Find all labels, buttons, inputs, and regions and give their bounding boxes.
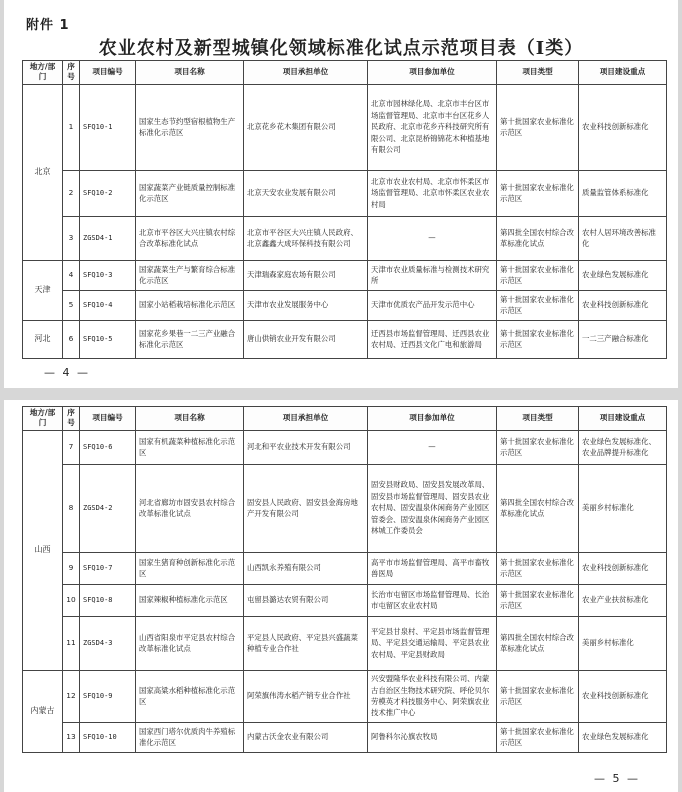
row-focus: 农村人居环境改善标准化 <box>579 216 667 260</box>
row-code: SFQ10-4 <box>80 290 136 320</box>
row-type: 第十批国家农业标准化示范区 <box>497 84 579 170</box>
row-name: 国家有机蔬菜种植标准化示范区 <box>136 430 244 464</box>
row-undertaker: 屯留县潞达农贸有限公司 <box>244 584 368 616</box>
table-row <box>23 216 667 260</box>
row-code: ZGSD4-2 <box>80 464 136 552</box>
row-focus: 美丽乡村标准化 <box>579 464 667 552</box>
table-row <box>23 616 667 670</box>
row-name: 国家生态节约型宿根植物生产标准化示范区 <box>136 84 244 170</box>
row-no: 4 <box>63 260 80 290</box>
project-table-page-5 <box>22 406 667 753</box>
row-participants: 北京市园林绿化局、北京市丰台区市场监督管理局、北京市丰台区花乡人民政府、北京市花乡卉科技研究所有限公司、北京昆桥锦锦花木种植基地有限公司 <box>368 84 497 170</box>
row-focus: 一二三产融合标准化 <box>579 320 667 358</box>
table-header-row <box>23 407 667 431</box>
row-focus: 农业科技创新标准化 <box>579 552 667 584</box>
row-no: 13 <box>63 722 80 752</box>
header-region: 地方/部门 <box>23 61 63 85</box>
row-participants: 北京市农业农村局、北京市怀柔区市场监督管理局、北京市怀柔区农业农村局 <box>368 170 497 216</box>
header-focus: 项目建设重点 <box>579 61 667 85</box>
table-row <box>23 320 667 358</box>
row-participants: 阿鲁科尔沁旗农牧局 <box>368 722 497 752</box>
table-row <box>23 84 667 170</box>
header-participants: 项目参加单位 <box>368 407 497 431</box>
row-name: 国家蔬菜生产与繁育综合标准化示范区 <box>136 260 244 290</box>
row-participants: 天津市优质农产品开发示范中心 <box>368 290 497 320</box>
row-name: 国家蔬菜产业链质量控制标准化示范区 <box>136 170 244 216</box>
row-participants: 固安县财政局、固安县发展改革局、固安县市场监督管理局、固安县农业农村局、固安温泉休闲商务产业园区管委会、固安温泉休闲商务产业园区林城工作委员会 <box>368 464 497 552</box>
row-no: 8 <box>63 464 80 552</box>
row-participants: 平定县甘泉村、平定县市场监督管理局、平定县交通运输局、平定县农业农村局、平定县财政局 <box>368 616 497 670</box>
table-row <box>23 430 667 464</box>
region-cell: 内蒙古 <box>23 670 63 752</box>
row-undertaker: 山西凯永养殖有限公司 <box>244 552 368 584</box>
row-no: 2 <box>63 170 80 216</box>
header-name: 项目名称 <box>136 407 244 431</box>
row-undertaker: 固安县人民政府、固安县金海房地产开发有限公司 <box>244 464 368 552</box>
row-type: 第四批全国农村综合改革标准化试点 <box>497 616 579 670</box>
header-participants: 项目参加单位 <box>368 61 497 85</box>
row-code: SFQ10-2 <box>80 170 136 216</box>
row-focus: 农业绿色发展标准化、农业品牌提升标准化 <box>579 430 667 464</box>
table-row <box>23 290 667 320</box>
row-participants: — <box>368 216 497 260</box>
row-code: SFQ10-1 <box>80 84 136 170</box>
row-participants: — <box>368 430 497 464</box>
row-code: ZGSD4-1 <box>80 216 136 260</box>
row-no: 3 <box>63 216 80 260</box>
row-undertaker: 唐山供销农业开发有限公司 <box>244 320 368 358</box>
row-no: 1 <box>63 84 80 170</box>
row-code: SFQ10-10 <box>80 722 136 752</box>
row-name: 国家西门塔尔优质肉牛养殖标准化示范区 <box>136 722 244 752</box>
row-type: 第四批全国农村综合改革标准化试点 <box>497 464 579 552</box>
row-participants: 天津市农业质量标准与检测技术研究所 <box>368 260 497 290</box>
page-number: — 5 — <box>594 772 640 785</box>
header-type: 项目类型 <box>497 61 579 85</box>
header-focus: 项目建设重点 <box>579 407 667 431</box>
row-no: 12 <box>63 670 80 722</box>
row-type: 第十批国家农业标准化示范区 <box>497 552 579 584</box>
row-code: SFQ10-9 <box>80 670 136 722</box>
row-undertaker: 北京市平谷区大兴庄镇人民政府、北京鑫鑫大成环保科技有限公司 <box>244 216 368 260</box>
table-row <box>23 722 667 752</box>
row-no: 6 <box>63 320 80 358</box>
header-code: 项目编号 <box>80 61 136 85</box>
row-focus: 农业产业扶贫标准化 <box>579 584 667 616</box>
table-row <box>23 170 667 216</box>
row-no: 11 <box>63 616 80 670</box>
table-row <box>23 464 667 552</box>
row-focus: 农业绿色发展标准化 <box>579 260 667 290</box>
row-no: 7 <box>63 430 80 464</box>
row-no: 9 <box>63 552 80 584</box>
row-focus: 农业绿色发展标准化 <box>579 722 667 752</box>
row-type: 第十批国家农业标准化示范区 <box>497 722 579 752</box>
region-cell: 天津 <box>23 260 63 320</box>
row-participants: 长治市屯留区市场监督管理局、长治市屯留区农业农村局 <box>368 584 497 616</box>
header-undertaker: 项目承担单位 <box>244 61 368 85</box>
row-code: SFQ10-8 <box>80 584 136 616</box>
row-type: 第十批国家农业标准化示范区 <box>497 670 579 722</box>
document-title: 农业农村及新型城镇化领域标准化试点示范项目表（Ⅰ类） <box>98 38 584 59</box>
row-type: 第十批国家农业标准化示范区 <box>497 170 579 216</box>
row-participants: 迁西县市场监督管理局、迁西县农业农村局、迁西县文化广电和旅游局 <box>368 320 497 358</box>
row-name: 国家辣椒种植标准化示范区 <box>136 584 244 616</box>
row-participants: 高平市市场监督管理局、高平市畜牧兽医局 <box>368 552 497 584</box>
region-cell: 山西 <box>23 430 63 670</box>
row-focus: 美丽乡村标准化 <box>579 616 667 670</box>
row-undertaker: 北京花乡花木集团有限公司 <box>244 84 368 170</box>
row-type: 第十批国家农业标准化示范区 <box>497 584 579 616</box>
row-code: ZGSD4-3 <box>80 616 136 670</box>
row-name: 北京市平谷区大兴庄镇农村综合改革标准化试点 <box>136 216 244 260</box>
row-code: SFQ10-6 <box>80 430 136 464</box>
row-undertaker: 平定县人民政府、平定县兴盛蔬菜种植专业合作社 <box>244 616 368 670</box>
row-participants: 兴安盟隆华农业科技有限公司、内蒙古自治区生物技术研究院、呼伦贝尔劳模英才科技服务中心、阿荣旗农业技术推广中心 <box>368 670 497 722</box>
header-no: 序号 <box>63 407 80 431</box>
header-name: 项目名称 <box>136 61 244 85</box>
table-row <box>23 552 667 584</box>
row-name: 国家高粱水稻种植标准化示范区 <box>136 670 244 722</box>
table-header-row <box>23 61 667 85</box>
region-cell: 北京 <box>23 84 63 260</box>
row-name: 国家生猪育种创新标准化示范区 <box>136 552 244 584</box>
header-undertaker: 项目承担单位 <box>244 407 368 431</box>
row-undertaker: 天津市农业发展服务中心 <box>244 290 368 320</box>
row-focus: 农业科技创新标准化 <box>579 84 667 170</box>
page-4 <box>4 0 678 388</box>
row-type: 第十批国家农业标准化示范区 <box>497 290 579 320</box>
row-code: SFQ10-5 <box>80 320 136 358</box>
header-no: 序号 <box>63 61 80 85</box>
row-focus: 质量监管体系标准化 <box>579 170 667 216</box>
row-name: 国家小站稻栽培标准化示范区 <box>136 290 244 320</box>
row-name: 国家花乡果巷一二三产业融合标准化示范区 <box>136 320 244 358</box>
page-5 <box>4 400 678 792</box>
header-code: 项目编号 <box>80 407 136 431</box>
row-type: 第十批国家农业标准化示范区 <box>497 260 579 290</box>
row-undertaker: 内蒙古沃金农业有限公司 <box>244 722 368 752</box>
project-table-page-4 <box>22 60 667 359</box>
header-type: 项目类型 <box>497 407 579 431</box>
header-region: 地方/部门 <box>23 407 63 431</box>
attachment-label: 附件 1 <box>26 18 70 33</box>
table-row <box>23 584 667 616</box>
table-row <box>23 260 667 290</box>
row-undertaker: 河北和平农业技术开发有限公司 <box>244 430 368 464</box>
region-cell: 河北 <box>23 320 63 358</box>
row-code: SFQ10-7 <box>80 552 136 584</box>
row-undertaker: 阿荣旗伟涛水稻产销专业合作社 <box>244 670 368 722</box>
row-type: 第十批国家农业标准化示范区 <box>497 320 579 358</box>
row-type: 第十批国家农业标准化示范区 <box>497 430 579 464</box>
row-no: 5 <box>63 290 80 320</box>
row-focus: 农业科技创新标准化 <box>579 670 667 722</box>
row-no: 10 <box>63 584 80 616</box>
row-code: SFQ10-3 <box>80 260 136 290</box>
page-number: — 4 — <box>44 366 90 379</box>
row-undertaker: 天津瑞森家庭农场有限公司 <box>244 260 368 290</box>
row-type: 第四批全国农村综合改革标准化试点 <box>497 216 579 260</box>
table-row <box>23 670 667 722</box>
row-undertaker: 北京天安农业发展有限公司 <box>244 170 368 216</box>
row-name: 河北省廊坊市固安县农村综合改革标准化试点 <box>136 464 244 552</box>
row-name: 山西省阳泉市平定县农村综合改革标准化试点 <box>136 616 244 670</box>
row-focus: 农业科技创新标准化 <box>579 290 667 320</box>
